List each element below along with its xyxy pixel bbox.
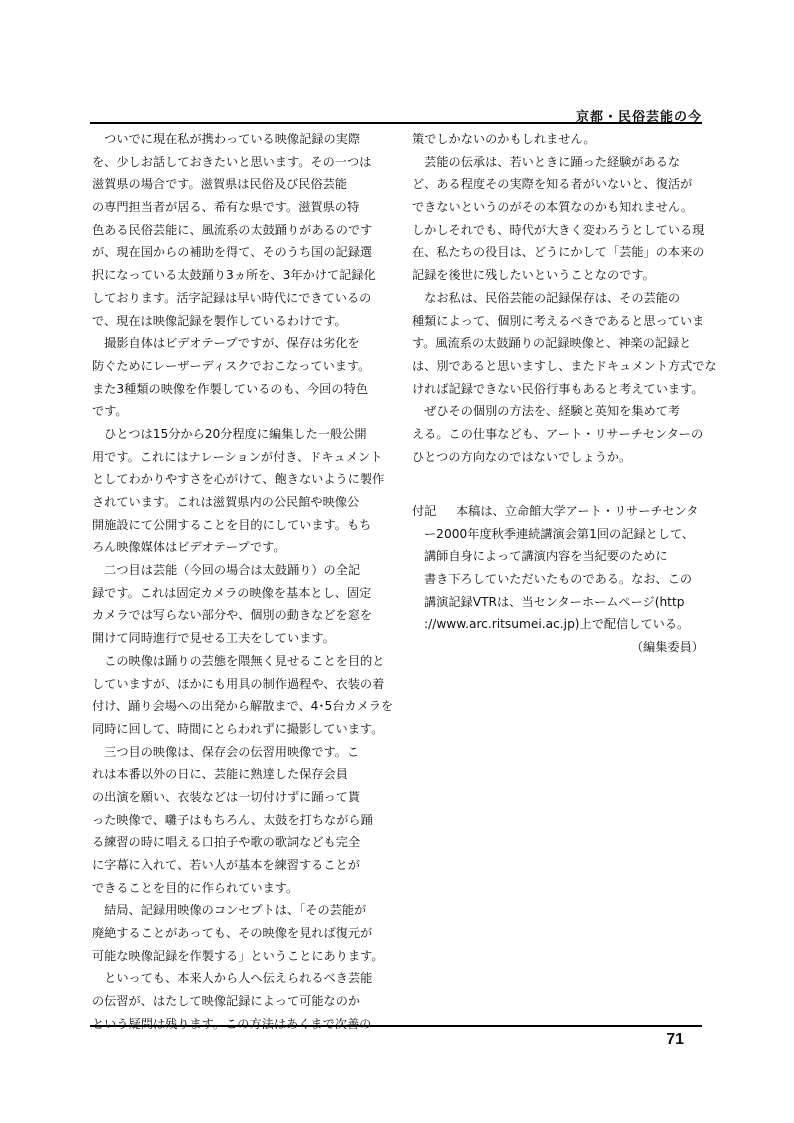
page-number: 71 (666, 1031, 684, 1048)
text-line: 択になっている太鼓踊り3ヵ所を、3年かけて記録化 (92, 268, 376, 283)
text-line: 付け、踊り会場への出発から解散まで、4･5台カメラを (92, 699, 394, 714)
note-signature: （編集委員） (630, 640, 704, 655)
text-line: 三つ目の映像は、保存会の伝習用映像です。こ (92, 744, 360, 759)
text-line: されています。これは滋賀県内の公民館や映像公 (92, 495, 360, 509)
text-line: ひとつは15分から20分程度に編集した一般公開 (92, 426, 367, 441)
text-line: という疑問は残ります。この方法はあくまで次善の (92, 1016, 372, 1031)
text-line: 在、私たちの役目は、どうにかして「芸能」の本来の (412, 245, 705, 260)
note-line: ー2000年度秋季連続講演会第1回の記録として、 (424, 526, 695, 541)
text-line: る練習の時に唱える口拍子や歌の歌詞なども完全 (92, 835, 361, 850)
text-line: 用です。これにはナレーションが付き、ドキュメント (92, 449, 383, 464)
text-line: ければ記録できない民俗行事もあると考えています。 (412, 381, 704, 396)
text-line: に字幕に入れて、若い人が基本を練習することが (92, 858, 360, 872)
text-line: の出演を願い、衣装などは一切付けずに踊って貰 (92, 789, 361, 804)
text-line: ついでに現在私が携わっている映像記録の実際 (92, 132, 361, 146)
note-line: 本稿は、立命館大学アート・リサーチセンタ (456, 504, 699, 518)
note-line: 講演記録VTRは、当センターホームページ(http (424, 594, 685, 609)
text-line: 策でしかないのかもしれません。 (412, 132, 596, 146)
text-line: カメラでは写らない部分や、個別の動きなどを窓を (92, 608, 373, 623)
right-column (412, 128, 717, 468)
text-line: していますが、ほかにも用具の制作過程や、衣装の着 (92, 676, 385, 691)
text-line: 芸能の伝承は、若いときに踊った経験があるな (412, 154, 681, 169)
text-line: この映像は踊りの芸態を隈無く見せることを目的と (92, 653, 385, 668)
note-label: 付記 (412, 504, 437, 518)
text-line: が、現在国からの補助を得て、そのうち国の記録選 (92, 245, 373, 260)
text-line: 開施設にて公開することを目的にしています。もち (92, 517, 372, 532)
note-line: ://www.arc.ritsumei.ac.jp)上で配信している。 (424, 617, 690, 632)
text-line: 結局、記録用映像のコンセプトは、「その芸能が (92, 903, 367, 918)
text-line: しております。活字記録は早い時代にできているの (92, 290, 372, 305)
text-line: 滋賀県の場合です。滋賀県は民俗及び民俗芸能 (92, 177, 347, 192)
text-line: は、別であると思いますし、またドキュメント方式でな (412, 358, 717, 373)
text-line: としてわかりやすさを心がけて、飽きないように製作 (92, 472, 385, 487)
text-line: できないというのがその本質なのかも知れません。 (412, 200, 694, 215)
text-line: える。この仕事なども、アート・リサーチセンターの (412, 426, 704, 441)
text-line: できることを目的に作られています。 (92, 880, 299, 895)
text-line: 記録を後世に残したいということなのです。 (412, 268, 655, 283)
text-line: 種類によって、個別に考えるべきであると思っていま (412, 313, 705, 328)
text-line: で、現在は映像記録を製作しているわけです。 (92, 313, 347, 328)
text-line: といっても、本来人から人へ伝えられるべき芸能 (92, 971, 373, 986)
running-header-title: 京都・民俗芸能の今 (575, 110, 702, 125)
text-line: です。 (92, 404, 128, 419)
text-line: 二つ目は芸能（今回の場合は太鼓踊り）の全記 (92, 563, 361, 578)
note-line: 書き下ろしていただいたものである。なお、この (424, 572, 693, 587)
text-line: しかしそれでも、時代が大きく変わろうとしている現 (412, 222, 705, 237)
text-line: す。風流系の太鼓踊りの記録映像と、神楽の記録と (412, 336, 692, 351)
left-column (92, 128, 394, 1036)
text-line: 廃絶することがあっても、その映像を見れば復元が (92, 926, 373, 941)
editorial-note (412, 500, 704, 659)
text-line: った映像で、囃子はもちろん、太鼓を打ちながら踊 (92, 812, 373, 827)
text-line: ぜひその個別の方法を、経験と英知を集めて考 (412, 404, 681, 419)
text-line: 色ある民俗芸能に、風流系の太鼓踊りがあるのです (92, 222, 373, 237)
text-line: 開けて同時進行で見せる工夫をしています。 (92, 631, 335, 646)
text-line: ろん映像媒体はビデオテープです。 (92, 540, 286, 555)
text-line: れは本番以外の日に、芸能に熟達した保存会員 (92, 767, 348, 782)
note-line: 講師自身によって講演内容を当紀要のために (424, 549, 668, 564)
text-line: 録です。これは固定カメラの映像を基本とし、固定 (92, 585, 372, 600)
text-line: 撮影自体はビデオテープですが、保存は劣化を (92, 336, 360, 351)
footer-rule (90, 1025, 702, 1027)
text-line: を、少しお話しておきたいと思います。その一つは (92, 154, 372, 169)
text-line: 防ぐためにレーザーディスクでおこなっています。 (92, 358, 371, 373)
text-line: 同時に回して、時間にとらわれずに撮影しています。 (92, 721, 384, 736)
text-line: また3種類の映像を作製しているのも、今回の特色 (92, 381, 368, 396)
text-line: 可能な映像記録を作製する」ということにあります。 (92, 948, 384, 963)
text-line: なお私は、民俗芸能の記録保存は、その芸能の (412, 290, 681, 305)
text-line: の伝習が、はたして映像記録によって可能なのか (92, 994, 361, 1009)
text-line: ひとつの方向なのではないでしょうか。 (412, 449, 632, 464)
text-line: ど、ある程度その実際を知る者がいないと、復活が (412, 177, 693, 192)
header-rule (90, 122, 702, 124)
text-line: の専門担当者が居る、希有な県です。滋賀県の特 (92, 200, 360, 215)
